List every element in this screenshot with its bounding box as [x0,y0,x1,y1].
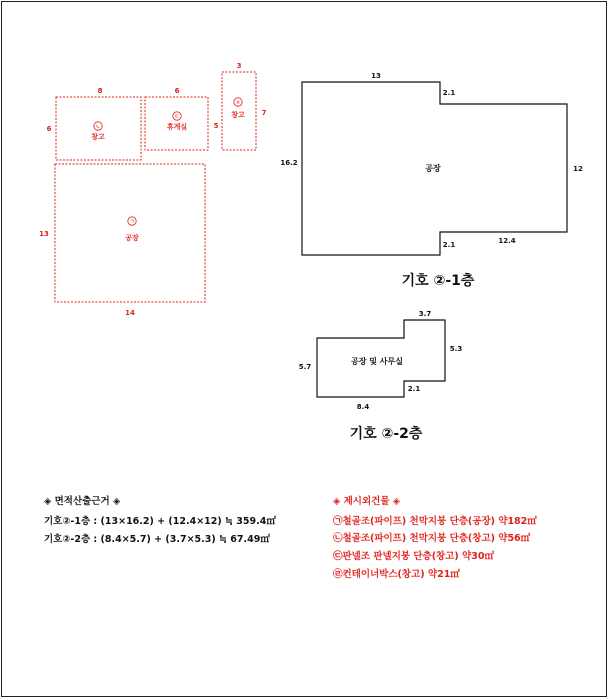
excluded-line-2: ㉡철골조(파이프) 천막지붕 단층(창고) 약56㎡ [333,533,531,544]
excluded-line-3: ㉢판넬조 판넬지붕 단층(창고) 약30㎡ [333,551,494,562]
annex-g-width: 14 [125,309,135,317]
annex-d-name: 휴게실 [166,123,188,131]
floor1-dim-top: 13 [371,72,381,80]
annex-l-height: 6 [46,125,52,133]
annex-g-height: 13 [39,230,49,238]
calc-line-2: 기호②-2층 : (8.4×5.7) + (3.7×5.3) ≒ 67.49㎡ [44,534,270,545]
annex-g-name: 공장 [125,234,139,242]
annex-d-height: 5 [213,122,219,130]
floor2-dim-step: 2.1 [407,385,421,393]
annex-r-width: 3 [236,62,242,70]
annex-l-name: 창고 [91,133,105,141]
annex-l-width: 8 [97,87,103,95]
floor1-dim-notch-bottom: 2.1 [442,241,456,249]
calc-header: ◈ 면적산출근거 ◈ [44,496,121,507]
floor1-name: 공장 [425,164,441,173]
annex-g-circle-letter: ㄱ [129,219,135,225]
annex-group [55,72,256,302]
floor2-dim-top: 3.7 [418,310,432,318]
floor1-title: 기호 ②-1층 [401,273,475,289]
floor2-dim-left: 5.7 [298,363,312,371]
floor2-dim-right: 5.3 [449,345,463,353]
floor2-dim-bottom: 8.4 [356,403,370,411]
annex-r-circle-letter: ㄹ [235,100,241,106]
calc-line-1: 기호②-1층 : (13×16.2) + (12.4×12) ≒ 359.4㎡ [44,516,276,527]
floor2-name: 공장 및 사무실 [351,357,403,366]
annex-r-name: 창고 [231,111,245,119]
annex-d-width: 6 [174,87,180,95]
annex-r-height: 7 [261,109,267,117]
annex-l-circle-letter: ㄴ [95,124,101,130]
excluded-header: ◈ 제시외건물 ◈ [333,496,401,507]
floor1-dim-notch-top: 2.1 [442,89,456,97]
floor1-dim-bottom: 12.4 [498,237,516,245]
annex-d-circle-letter: ㄷ [174,114,180,120]
excluded-line-4: ㉣컨테이너박스(창고) 약21㎡ [333,569,460,580]
floor2-title: 기호 ②-2층 [349,426,423,442]
floor1-dim-left: 16.2 [280,159,298,167]
floor1-dim-right: 12 [573,165,583,173]
excluded-line-1: ㉠철골조(파이프) 천막지붕 단층(공장) 약182㎡ [333,516,537,527]
annex-rect-g [55,164,205,302]
